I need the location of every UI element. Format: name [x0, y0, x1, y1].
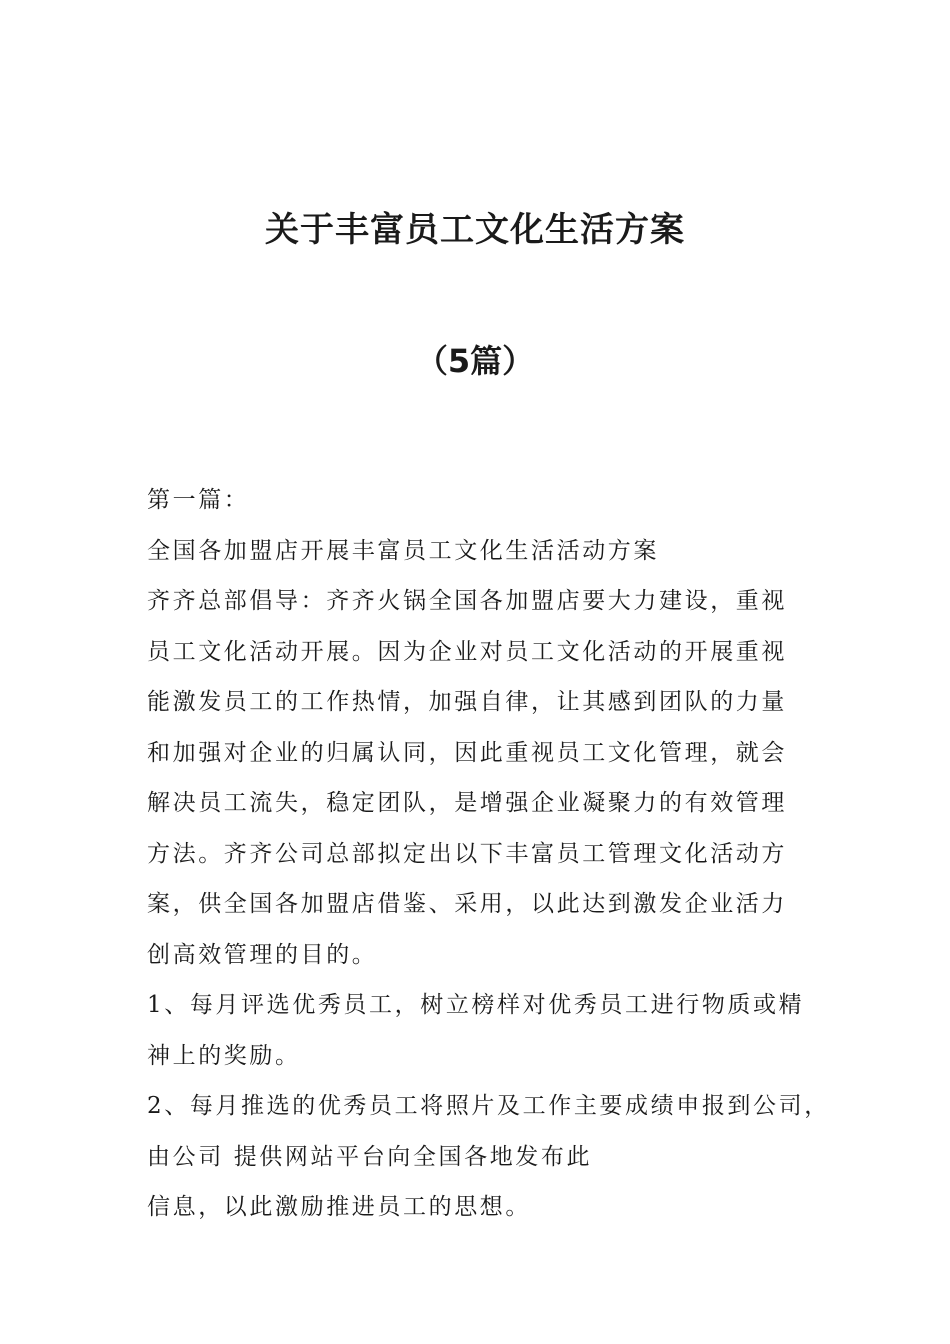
list-item-line: 信息，以此激励推进员工的思想。	[147, 1194, 531, 1220]
document-body	[147, 475, 830, 1233]
paragraph-line: 能激发员工的工作热情，加强自律，让其感到团队的力量	[147, 689, 787, 715]
paragraph-line: 创高效管理的目的。	[147, 941, 378, 968]
section-title: 全国各加盟店开展丰富员工文化生活活动方案	[147, 537, 659, 564]
list-item-line: 1、每月评选优秀员工，树立榜样对优秀员工进行物质或精	[147, 992, 805, 1018]
document-subtitle: （5篇）	[415, 342, 535, 380]
paragraph-line: 齐齐总部倡导：齐齐火锅全国各加盟店要大力建设，重视	[147, 588, 787, 614]
paragraph-line: 案，供全国各加盟店借鉴、采用，以此达到激发企业活力	[147, 891, 787, 917]
paragraph-line: 员工文化活动开展。因为企业对员工文化活动的开展重视	[147, 638, 787, 665]
paragraph-line: 方法。齐齐公司总部拟定出以下丰富员工管理文化活动方	[147, 840, 787, 867]
list-item-line: 由公司 提供网站平台向全国各地发布此	[147, 1143, 593, 1170]
paragraph-line: 解决员工流失，稳定团队，是增强企业凝聚力的有效管理	[147, 790, 787, 816]
section-heading: 第一篇：	[147, 487, 250, 513]
list-item-line: 2、每月推选的优秀员工将照片及工作主要成绩申报到公司，	[147, 1093, 830, 1119]
document-title: 关于丰富员工文化生活方案	[265, 210, 685, 250]
paragraph-line: 和加强对企业的归属认同，因此重视员工文化管理，就会	[147, 739, 787, 766]
list-item-line: 神上的奖励。	[147, 1042, 301, 1069]
